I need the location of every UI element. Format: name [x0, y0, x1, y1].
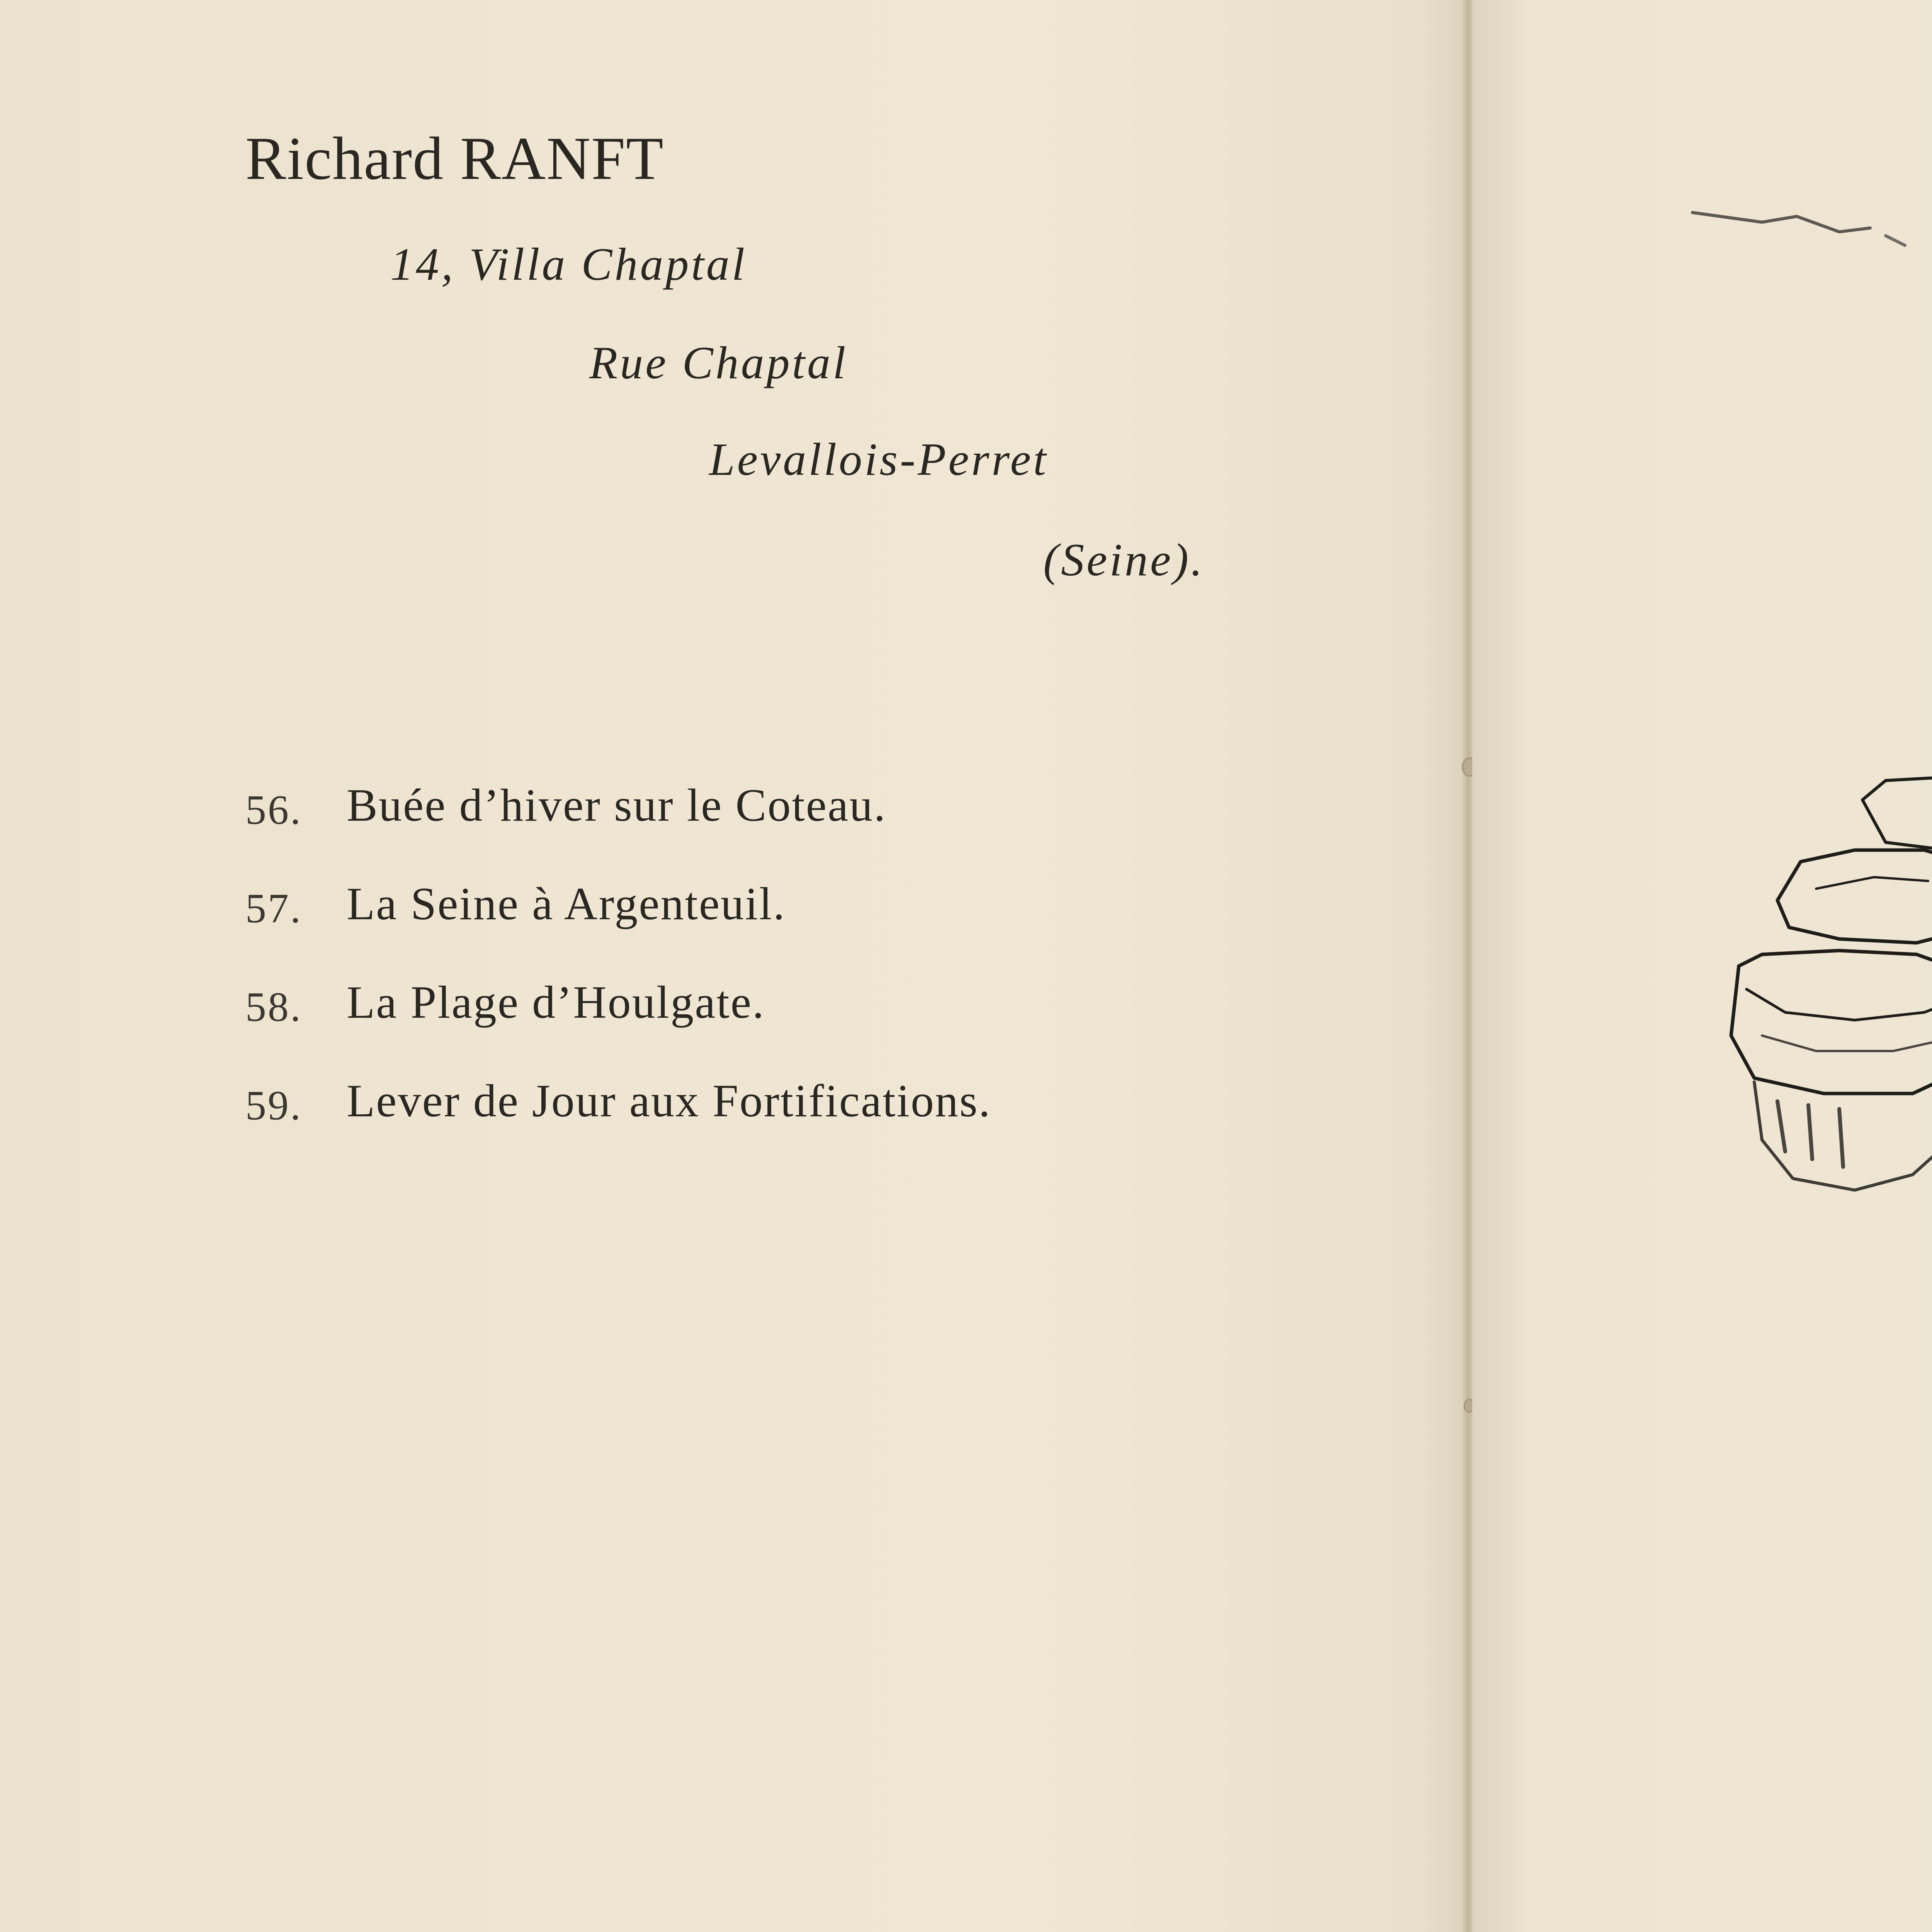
work-number: 58. — [245, 984, 302, 1030]
work-number: 59. — [245, 1083, 302, 1129]
work-title: Lever de Jour aux Fortifications. — [347, 1075, 992, 1126]
work-title: La Plage d’Houlgate. — [347, 976, 765, 1028]
address-line-department: (Seine). — [1043, 534, 1205, 585]
work-title: La Seine à Argenteuil. — [347, 878, 786, 929]
address-line-rue: Rue Chaptal — [589, 337, 848, 388]
work-number: 56. — [245, 787, 302, 833]
exhibitor-name: Richard RANFT — [245, 125, 664, 192]
work-number: 57. — [245, 886, 302, 932]
work-title: Buée d’hiver sur le Coteau. — [347, 779, 887, 831]
address-line-town: Levallois-Perret — [709, 434, 1049, 485]
address-line-street: 14, Villa Chaptal — [390, 238, 747, 290]
